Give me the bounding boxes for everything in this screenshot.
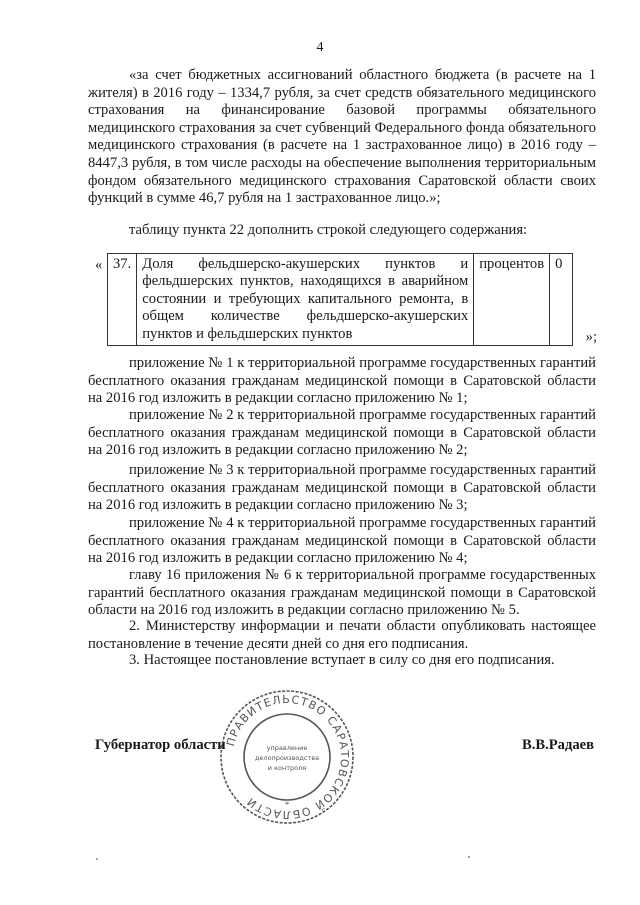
seal-inner-line-3: и контроля (267, 764, 307, 772)
paragraph-item-2: 2. Министерству информации и печати области опубликовать настоящее постановление в течение десяти дней со дня его подписания. (88, 618, 596, 652)
scan-speck (468, 856, 470, 858)
signature-title: Губернатор области (95, 737, 226, 753)
inserted-table-block (95, 253, 597, 346)
row-value-cell: 0 (550, 254, 573, 346)
paragraph-appendix-4: приложение № 4 к территориальной программе государственных гарантий бесплатного оказания гражданам медицинской помощи в Саратовской области на 2016 год изложить в редакции согласно приложению № 4; (88, 515, 596, 567)
paragraph-chapter-16: главу 16 приложения № 6 к территориальной программе государственных гарантий бесплатного оказания гражданам медицинской помощи в Саратовской области на 2016 год изложить в редакции согласно приложению № 5. (88, 567, 596, 619)
table-close-quote: »; (585, 329, 597, 345)
paragraph-budget-clause: «за счет бюджетных ассигнований областного бюджета (в расчете на 1 жителя) в 2016 году – 1334,7 рубля, за счет средств обязательного медицинского страхования на финансирование базовой программы обязательного медицинского страхования за счет субвенций Федерального фонда обязательного медицинского страхования (в расчете на 1 застрахованное лицо) в 2016 году – 8447,3 рубля, в том числе расходы на обеспечение выполнения территориальным фондом обязательного медицинского страхования Саратовской области своих функций в сумме 46,7 рубля на 1 застрахованное лицо.»; (88, 67, 596, 207)
signature-name: В.В.Радаев (522, 737, 595, 753)
paragraph-table-amendment: таблицу пункта 22 дополнить строкой следующего содержания: (129, 222, 528, 238)
official-seal-stamp (218, 688, 356, 826)
seal-star-icon: * (284, 800, 290, 810)
seal-inner-line-2: делопроизводства (254, 754, 320, 762)
seal-inner-line-1: управление (266, 744, 308, 752)
paragraph-item-3: 3. Настоящее постановление вступает в силу со дня его подписания. (129, 652, 555, 668)
inserted-table (107, 253, 573, 346)
table-row (108, 254, 573, 346)
table-open-quote: « (95, 257, 103, 273)
paragraph-appendix-2: приложение № 2 к территориальной программе государственных гарантий бесплатного оказания гражданам медицинской помощи в Саратовской области на 2016 год изложить в редакции согласно приложению № 2; (88, 407, 596, 459)
scan-speck (96, 858, 98, 860)
seal-outer-text: ПРАВИТЕЛЬСТВО САРАТОВСКОЙ ОБЛАСТИ (224, 692, 352, 822)
page-number: 4 (316, 40, 324, 55)
row-number-cell: 37. (108, 254, 137, 346)
row-description-cell: Доля фельдшерско-акушерских пунктов и фельдшерских пунктов, находящихся в аварийном состоянии и требующих капитального ремонта, в общем количестве фельдшерско-акушерских пунктов и фельдшерских пунктов (137, 254, 474, 346)
paragraph-appendix-3: приложение № 3 к территориальной программе государственных гарантий бесплатного оказания гражданам медицинской помощи в Саратовской области на 2016 год изложить в редакции согласно приложению № 3; (88, 462, 596, 514)
row-unit-cell: процентов (474, 254, 550, 346)
paragraph-appendix-1: приложение № 1 к территориальной программе государственных гарантий бесплатного оказания гражданам медицинской помощи в Саратовской области на 2016 год изложить в редакции согласно приложению № 1; (88, 355, 596, 407)
